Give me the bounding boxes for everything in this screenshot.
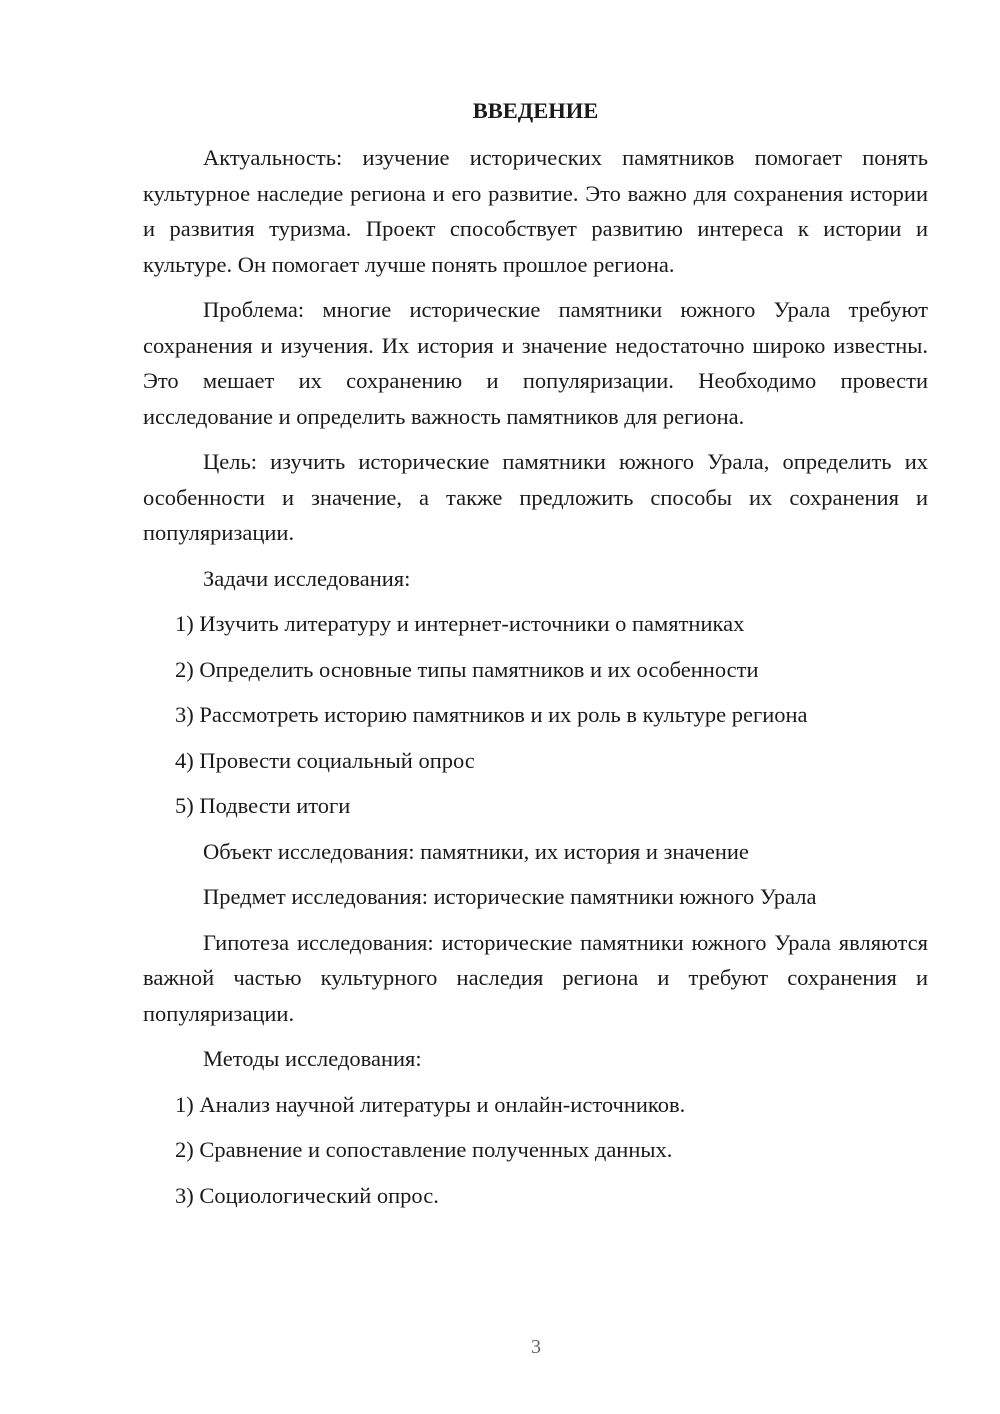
page-title: ВВЕДЕНИЕ bbox=[472, 98, 599, 123]
hypothesis-paragraph: Гипотеза исследования: исторические памятники южного Урала являются важной частью культурного наследия региона и требуют сохранения и популяризации. bbox=[143, 929, 928, 1026]
goal-paragraph: Цель: изучить исторические памятники южного Урала, определить их особенности и значение, а также предложить способы их сохранения и популяризации. bbox=[143, 449, 928, 545]
relevance-paragraph: Актуальность: изучение исторических памятников помогает понять культурное наследие региона и его развитие. Это важно для сохранения истории и развития туризма. Проект способствует развитию интереса к истории и культуре. Он помогает лучше понять прошлое региона. bbox=[143, 145, 928, 277]
method-item: 3) Социологический опрос. bbox=[175, 1182, 439, 1208]
page-number: 3 bbox=[531, 1336, 541, 1358]
method-item: 2) Сравнение и сопоставление полученных данных. bbox=[175, 1137, 673, 1162]
task-item: 3) Рассмотреть историю памятников и их роль в культуре региона bbox=[175, 702, 808, 727]
document-page bbox=[143, 96, 928, 1223]
task-item: 1) Изучить литературу и интернет-источники о памятниках bbox=[175, 611, 745, 636]
task-item: 2) Определить основные типы памятников и их особенности bbox=[175, 656, 759, 682]
research-object: Объект исследования: памятники, их история и значение bbox=[203, 838, 749, 864]
task-item: 4) Провести социальный опрос bbox=[175, 747, 475, 773]
research-subject: Предмет исследования: исторические памятники южного Урала bbox=[203, 884, 817, 909]
task-item: 5) Подвести итоги bbox=[175, 793, 351, 818]
methods-heading: Методы исследования: bbox=[203, 1046, 422, 1071]
method-item: 1) Анализ научной литературы и онлайн-источников. bbox=[175, 1091, 686, 1117]
problem-paragraph: Проблема: многие исторические памятники южного Урала требуют сохранения и изучения. Их история и значение недостаточно широко известны. Это мешает их сохранению и популяризации. Необходимо провести исследование и определить важность памятников для региона. bbox=[143, 297, 928, 429]
tasks-heading: Задачи исследования: bbox=[203, 565, 411, 591]
